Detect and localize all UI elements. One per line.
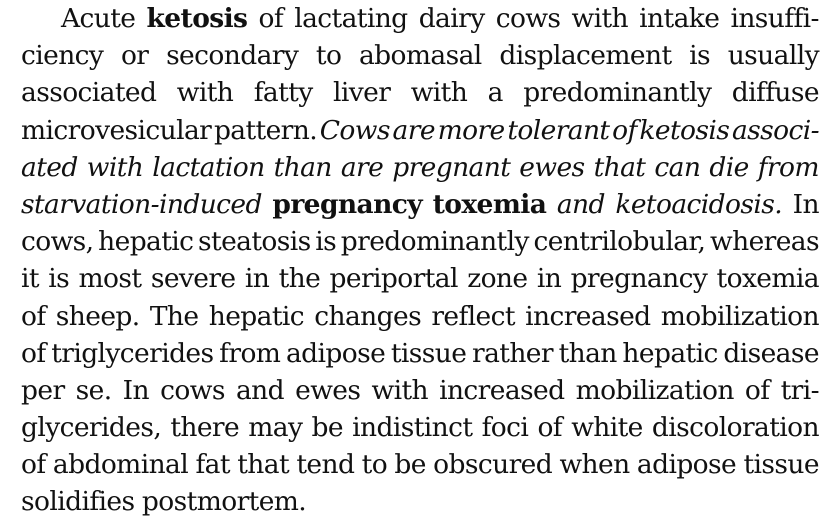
italic-word: ketoacidosis. (615, 188, 783, 220)
italic-word: that (593, 151, 646, 183)
word: cows, (21, 226, 94, 258)
document-page (21, 0, 819, 521)
word: intake (639, 3, 720, 34)
text-line (21, 0, 819, 37)
word: in (536, 263, 562, 295)
word: and (235, 374, 284, 406)
word: disease (723, 337, 819, 369)
word: with (371, 374, 428, 406)
word: dairy (418, 3, 485, 34)
word: pregnancy (570, 263, 708, 295)
word: se. (75, 374, 112, 406)
word: increased (525, 300, 651, 332)
word: of (21, 300, 46, 332)
word: fat (195, 449, 230, 481)
word: to (315, 40, 342, 72)
word: of (21, 449, 46, 481)
word: periportal (329, 263, 458, 295)
word: in (244, 263, 270, 295)
italic-word: more (437, 114, 505, 146)
word: obscured (433, 449, 553, 481)
word: it (21, 263, 39, 295)
word: ewes (295, 374, 361, 406)
text-line (21, 372, 819, 409)
italic-word: pregnant (392, 151, 511, 183)
word: In (122, 374, 150, 406)
word: be (394, 449, 426, 481)
word: cows (160, 374, 225, 406)
word: of (258, 3, 284, 34)
word: diffuse (731, 77, 819, 109)
word: there (170, 412, 240, 444)
word: be (311, 412, 343, 444)
word: sheep. (55, 300, 140, 332)
word: tissue (743, 449, 819, 481)
italic-word: Cows (319, 114, 390, 146)
word: abomasal (358, 40, 482, 72)
word: may (248, 412, 303, 444)
word: per (21, 374, 65, 406)
italic-word: tolerant (507, 114, 610, 146)
word: hepatic (622, 337, 718, 369)
italic-word: starvation-induced (21, 188, 262, 220)
text-line (21, 335, 819, 372)
word: with (571, 3, 629, 34)
italic-word: can (654, 151, 701, 183)
word: predominantly (523, 77, 712, 109)
word: abdominal (52, 449, 189, 481)
word: tissue (390, 337, 467, 369)
word: insuffi- (730, 3, 819, 34)
italic-word: from (757, 151, 819, 183)
word: from (219, 337, 281, 369)
word: toxemia (716, 263, 819, 295)
text-line (21, 409, 819, 446)
text-line (21, 446, 819, 483)
word: solidifies (21, 486, 135, 518)
word: or (120, 40, 149, 72)
bold-term: ketosis (146, 3, 248, 34)
word: rather (472, 337, 553, 369)
word: triglycerides (51, 337, 214, 369)
word: hepatic (98, 226, 194, 258)
word: glycerides, (21, 412, 162, 444)
word: microvesicular (21, 114, 212, 146)
word: liver (333, 77, 391, 109)
body-paragraph (21, 0, 819, 521)
text-line (21, 298, 819, 335)
word: with (176, 77, 234, 109)
word: is (315, 226, 337, 258)
bold-term: toxemia (432, 188, 547, 220)
word: hepatic (208, 300, 305, 332)
word: centrilobular, (533, 226, 706, 258)
word: adipose (285, 337, 386, 369)
bold-term: pregnancy (272, 188, 423, 220)
word: of (744, 374, 770, 406)
italic-word: die (709, 151, 749, 183)
word: postmortem. (141, 486, 307, 518)
italic-word: associ- (731, 114, 819, 146)
text-line (21, 223, 819, 260)
word: when (559, 449, 630, 481)
word: Acute (61, 3, 136, 34)
word: is (689, 40, 711, 72)
word: a (487, 77, 503, 109)
word: white (571, 412, 643, 444)
word: tend (296, 449, 355, 481)
word: of (21, 337, 46, 369)
word: pattern. (213, 114, 318, 146)
word: steatosis (198, 226, 311, 258)
word: of (537, 412, 563, 444)
word: predominantly (340, 226, 529, 258)
word: zone (467, 263, 528, 295)
word: ciency (21, 40, 104, 72)
word: increased (439, 374, 565, 406)
word: mobilization (660, 300, 819, 332)
italic-word: ketosis (639, 114, 730, 146)
text-line (21, 260, 819, 297)
word: with (410, 77, 468, 109)
italic-word: than (273, 151, 332, 183)
italic-word: with (86, 151, 144, 183)
word: is (48, 263, 70, 295)
italic-word: ated (21, 151, 78, 183)
italic-word: are (392, 114, 435, 146)
italic-word: and (556, 188, 605, 220)
text-line (21, 37, 819, 74)
word: reflect (431, 300, 515, 332)
word: fatty (253, 77, 313, 109)
word: cows (495, 3, 561, 34)
word: lactating (294, 3, 408, 34)
text-line (21, 483, 819, 520)
word: the (278, 263, 321, 295)
word: mobilization (575, 374, 734, 406)
word: usually (727, 40, 819, 72)
word: In (792, 188, 819, 220)
word: adipose (636, 449, 737, 481)
word: than (558, 337, 617, 369)
word: discoloration (651, 412, 819, 444)
word: tri- (780, 374, 819, 406)
italic-word: are (340, 151, 384, 183)
word: foci (481, 412, 529, 444)
word: secondary (166, 40, 299, 72)
text-line (21, 186, 819, 223)
text-line (21, 112, 819, 149)
italic-word: ewes (519, 151, 585, 183)
word: severe (150, 263, 236, 295)
word: associated (21, 77, 157, 109)
word: whereas (710, 226, 819, 258)
word: The (149, 300, 199, 332)
italic-word: of (612, 114, 637, 146)
word: displacement (499, 40, 672, 72)
word: to (361, 449, 388, 481)
text-line (21, 74, 819, 111)
text-line (21, 149, 819, 186)
word: indistinct (352, 412, 473, 444)
word: changes (314, 300, 422, 332)
word: that (237, 449, 290, 481)
italic-word: lactation (152, 151, 265, 183)
word: most (78, 263, 142, 295)
